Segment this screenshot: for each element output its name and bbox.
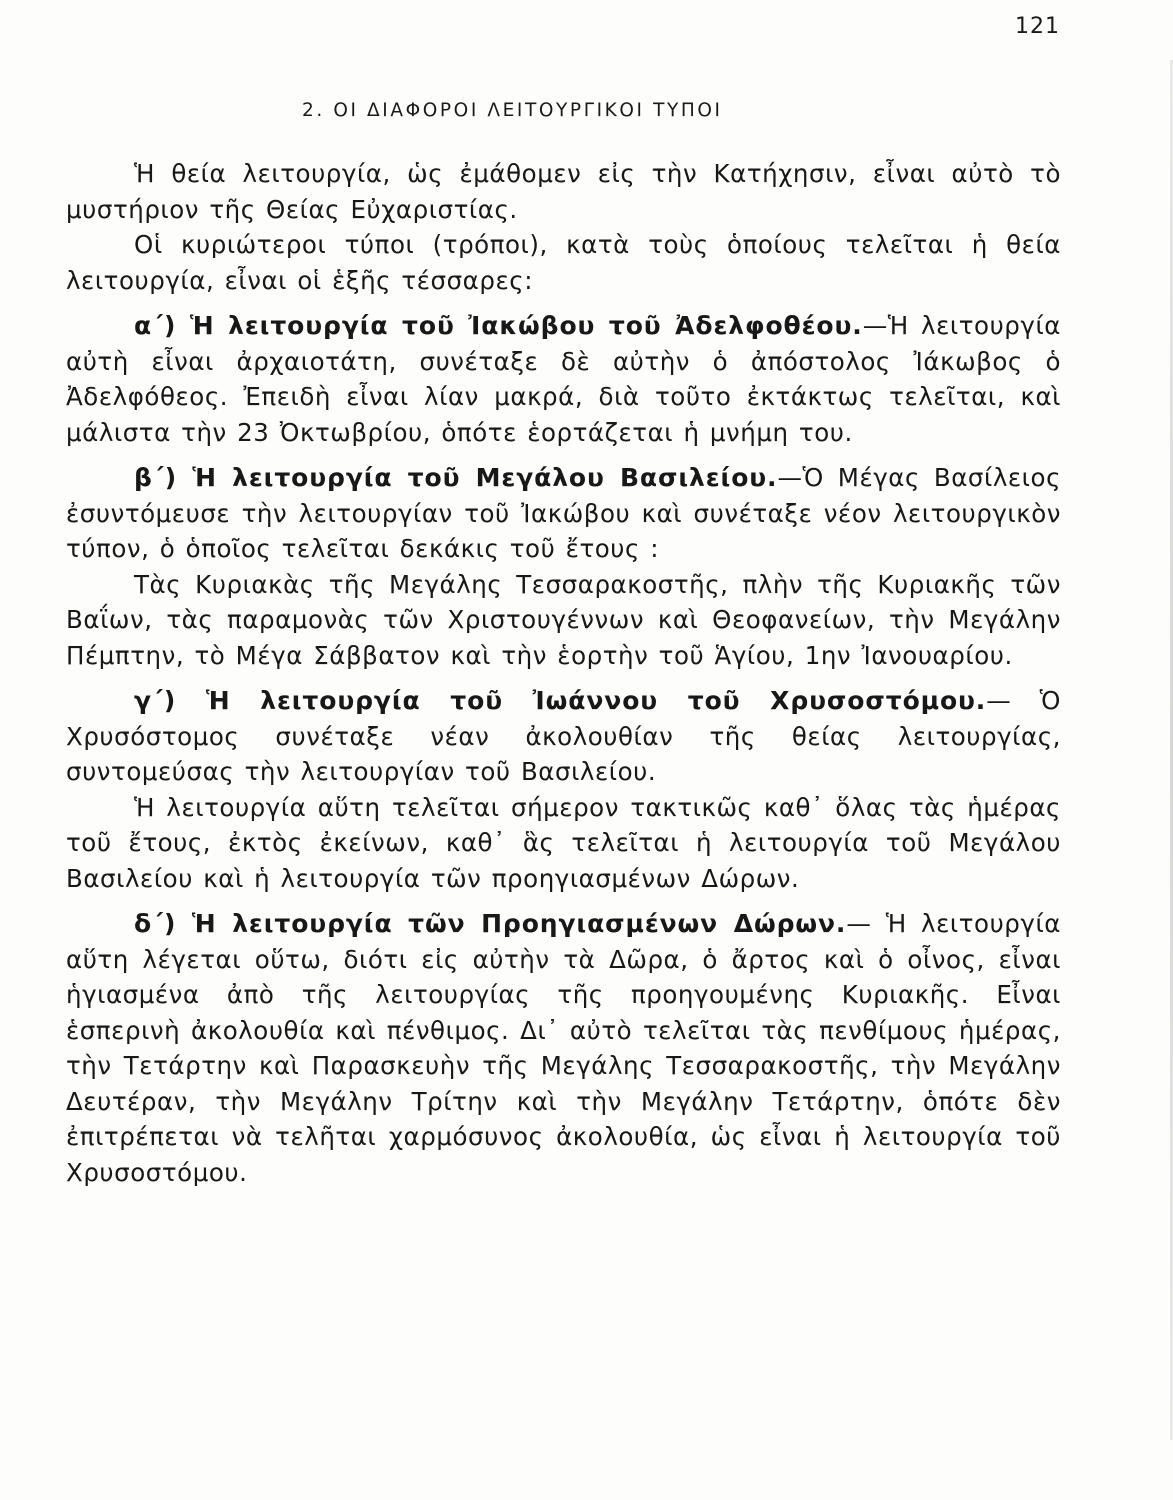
text-liturgy-presanctified: — Ἡ λειτουργία αὕτη λέγεται οὕτω, διότι εἰς αὐτὴν τὰ Δῶρα, ὁ ἄρτος καὶ ὁ οἶνος, εἶναι ἡγιασμένα ἀπὸ τῆς λειτουργίας τῆς προηγουμένης Κυριακῆς. Εἶναι ἑσπερινὴ ἀκολουθία καὶ πένθιμος. Δι᾿ αὐτὸ τελεῖται τὰς πενθίμους ἡμέρας, τὴν Τετάρτην καὶ Παρασκευὴν τῆς Μεγάλης Τεσσαρακοστῆς, τὴν Μεγάλην Δευτέραν, τὴν Μεγάλην Τρίτην καὶ τὴν Μεγάλην Τετάρτην, ὁπότε δὲν ἐπιτρέπεται νὰ τελῆται χαρμόσυνος ἀκολουθία, ὡς εἶναι ἡ λειτουργία τοῦ Χρυσοστόμου. xyxy=(66,909,1061,1187)
text-liturgy-chrysostom: — Ὁ Χρυσόστομος συνέταξε νέαν ἀκολουθίαν τῆς θείας λειτουργίας, συντομεύσας τὴν λειτουργίαν τοῦ Βασιλείου. xyxy=(66,686,1062,786)
page-number: 121 xyxy=(1015,14,1060,39)
paragraph-liturgy-james xyxy=(66,308,1061,450)
text-liturgy-james: —Ἡ λειτουργία αὐτὴ εἶναι ἀρχαιοτάτη, συνέταξε δὲ αὐτὴν ὁ ἀπόστολος Ἰάκωβος ὁ Ἀδελφόθεος. Ἐπειδὴ εἶναι λίαν μακρά, διὰ τοῦτο ἐκτάκτως τελεῖται, καὶ μάλιστα τὴν 23 Ὀκτωβρίου, ὁπότε ἑορτάζεται ἡ μνήμη του. xyxy=(66,311,1061,447)
paragraph-basil-days: Τὰς Κυριακὰς τῆς Μεγάλης Τεσσαρακοστῆς, πλὴν τῆς Κυριακῆς τῶν Βαΐων, τὰς παραμονὰς τῶν Χριστουγέννων καὶ Θεοφανείων, τὴν Μεγάλην Πέμπτην, τὸ Μέγα Σάββατον καὶ τὴν ἑορτὴν τοῦ Ἁγίου, 1ην Ἰανουαρίου. xyxy=(66,569,1061,670)
section-title: 2. ΟΙ ΔΙΑΦΟΡΟΙ ΛΕΙΤΟΥΡΓΙΚΟΙ ΤΥΠΟΙ xyxy=(302,100,723,121)
paragraph-liturgy-basil xyxy=(66,460,1061,567)
heading-liturgy-basil: β΄) Ἡ λειτουργία τοῦ Μεγάλου Βασιλείου. xyxy=(134,463,778,492)
heading-liturgy-chrysostom: γ΄) Ἡ λειτουργία τοῦ Ἰωάννου τοῦ Χρυσοστόμου. xyxy=(134,686,987,715)
body-text xyxy=(66,156,1061,1190)
heading-liturgy-presanctified: δ΄) Ἡ λειτουργία τῶν Προηγιασμένων Δώρων. xyxy=(134,909,847,938)
text-liturgy-basil: —Ὁ Μέγας Βασίλειος ἐσυντόμευσε τὴν λειτουργίαν τοῦ Ἰακώβου καὶ συνέταξε νέον λειτουργικὸν τύπον, ὁ ὁποῖος τελεῖται δεκάκις τοῦ ἔτους : xyxy=(66,463,1061,563)
paragraph-liturgy-chrysostom xyxy=(66,683,1061,790)
paragraph-liturgy-presanctified xyxy=(66,906,1061,1190)
paragraph-intro: Ἡ θεία λειτουργία, ὡς ἐμάθομεν εἰς τὴν Κατήχησιν, εἶναι αὐτὸ τὸ μυστήριον τῆς Θείας Εὐχαριστίας. xyxy=(66,159,1061,224)
paragraph-chrysostom-usage: Ἡ λειτουργία αὕτη τελεῖται σήμερον τακτικῶς καθ᾿ ὅλας τὰς ἡμέρας τοῦ ἔτους, ἐκτὸς ἐκείνων, καθ᾿ ἃς τελεῖται ἡ λειτουργία τοῦ Μεγάλου Βασιλείου καὶ ἡ λειτουργία τῶν προηγιασμένων Δώρων. xyxy=(66,792,1061,893)
heading-liturgy-james: α΄) Ἡ λειτουργία τοῦ Ἰακώβου τοῦ Ἀδελφοθέου. xyxy=(134,311,863,340)
paragraph-types-intro: Οἱ κυριώτεροι τύποι (τρόποι), κατὰ τοὺς ὁποίους τελεῖται ἡ θεία λειτουργία, εἶναι οἱ ἑξῆς τέσσαρες: xyxy=(66,230,1061,295)
